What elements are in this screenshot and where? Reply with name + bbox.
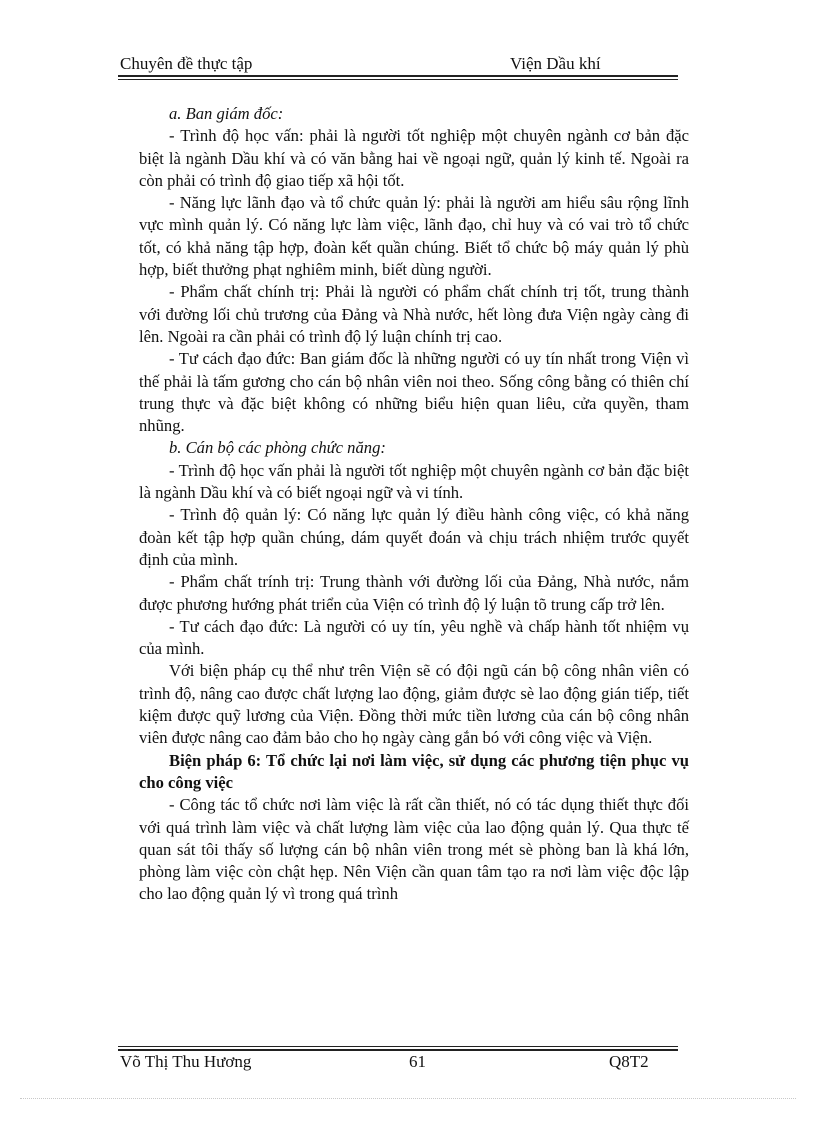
subheading: a. Ban giám đốc: (169, 104, 284, 123)
paragraph: - Năng lực lãnh đạo và tổ chức quản lý: phải là người am hiểu sâu rộng lĩnh vực mình quản lý. Có năng lực làm việc, lãnh đạo, chỉ huy và có vai trò tổ chức tốt, có khả năng tập hợp, đoàn kết quần chúng. Biết tổ chức bộ máy quản lý phù hợp, biết thưởng phạt nghiêm minh, biết dùng người. (139, 193, 689, 280)
paragraph: - Trình độ quản lý: Có năng lực quản lý điều hành công việc, có khả năng đoàn kết tập hợp quần chúng, dám quyết đoán và chịu trách nhiệm trước quyết định của mình. (139, 505, 689, 569)
header-left-title: Chuyên đề thực tập (120, 54, 253, 73)
paragraph: - Công tác tổ chức nơi làm việc là rất cần thiết, nó có tác dụng thiết thực đối với quá trình làm việc và chất lượng làm việc của lao động quản lý. Qua thực tế quan sát tôi thấy số lượng cán bộ nhân viên trong mét sè phòng ban là khá lớn, phòng làm việc còn chật hẹp. Nên Viện cần quan tâm tạo ra nơi làm việc độc lập cho lao động quản lý vì trong quá trình (139, 795, 689, 904)
page-number: 61 (409, 1052, 426, 1071)
section-heading: Biện pháp 6: Tổ chức lại nơi làm việc, sử dụng các phương tiện phục vụ cho công việc (139, 750, 689, 792)
header-right-title: Viện Dầu khí (510, 54, 601, 73)
footer-author: Võ Thị Thu Hương (120, 1052, 252, 1071)
document-body (139, 103, 689, 906)
paragraph: - Tư cách đạo đức: Là người có uy tín, yêu nghề và chấp hành tốt nhiệm vụ của mình. (139, 616, 689, 659)
page-footer (118, 1051, 678, 1073)
footer-code: Q8T2 (609, 1052, 649, 1071)
paragraph: Với biện pháp cụ thể như trên Viện sẽ có đội ngũ cán bộ công nhân viên có trình độ, nâng cao được chất lượng lao động, giảm được sè lao động gián tiếp, tiết kiệm được quỹ lương của Viện. Đồng thời mức tiền lương của cán bộ công nhân viên được nâng cao đảm bảo cho họ ngày càng gắn bó với công việc và Viện. (139, 661, 689, 748)
page-header (118, 53, 678, 75)
paragraph: - Trình độ học vấn: phải là người tốt nghiệp một chuyên ngành cơ bản đặc biệt là ngành Dầu khí và có văn bằng hai về ngoại ngữ, quản lý kinh tế. Ngoài ra còn phải có trình độ giao tiếp xã hội tốt. (139, 126, 689, 190)
header-rule (118, 75, 678, 80)
paragraph: - Phẩm chất chính trị: Phải là người có phẩm chất chính trị tốt, trung thành với đường lối chủ trương của Đảng và Nhà nước, hết lòng đưa Viện ngày càng đi lên. Ngoài ra cần phải có trình độ lý luận chính trị cao. (139, 282, 689, 346)
paragraph: - Phẩm chất trính trị: Trung thành với đường lối của Đảng, Nhà nước, nắm được phương hướng phát triển của Viện có trình độ lý luận tõ trung cấp trở lên. (139, 572, 689, 614)
subheading: b. Cán bộ các phòng chức năng: (169, 438, 386, 458)
page-edge-divider (20, 1098, 796, 1099)
paragraph: - Tư cách đạo đức: Ban giám đốc là những người có uy tín nhất trong Viện vì thế phải là tấm gương cho cán bộ nhân viên noi theo. Sống công bằng có thiên chí trung thực và đặc biệt không có những biểu hiện quan liêu, cửa quyền, tham nhũng. (139, 349, 689, 436)
paragraph: - Trình độ học vấn phải là người tốt nghiệp một chuyên ngành cơ bản đặc biệt là ngành Dầu khí và có biết ngoại ngữ và vi tính. (139, 460, 689, 503)
